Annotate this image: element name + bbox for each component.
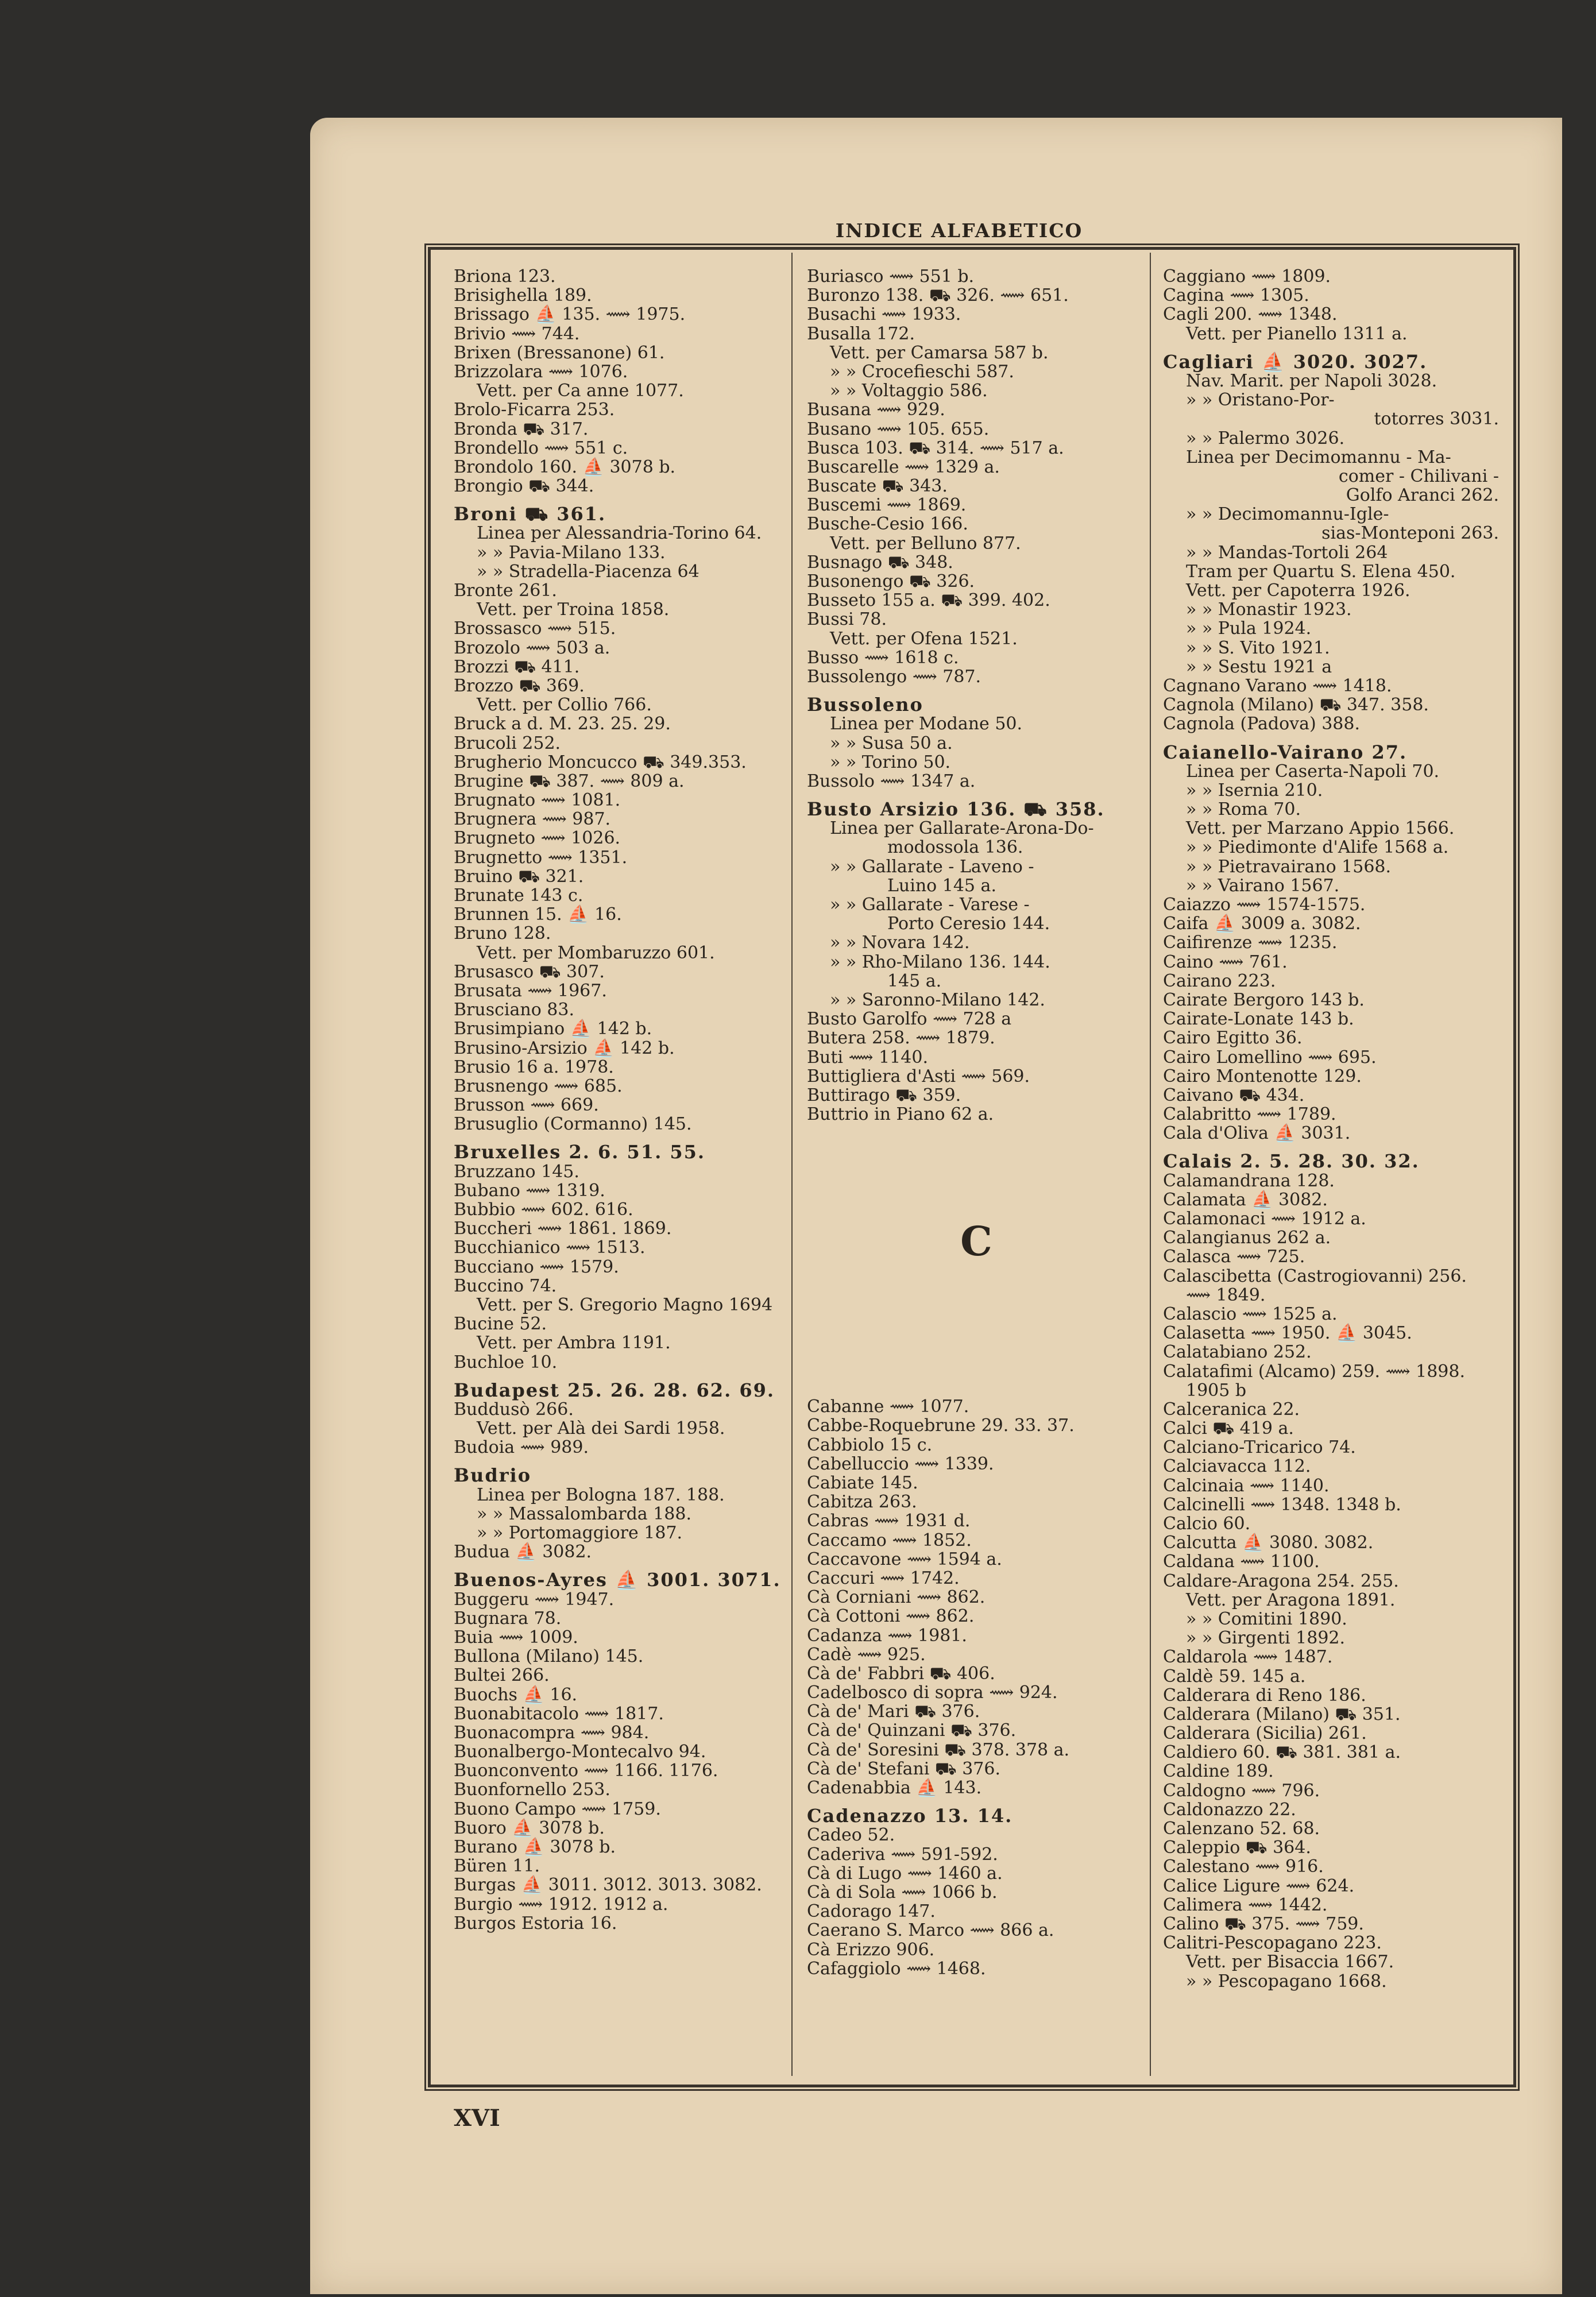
index-entry: Bucciano ⟿ 1579. (454, 1256, 619, 1277)
index-entry: Vett. per Capoterra 1926. (1186, 581, 1410, 601)
index-entry: Budua ⛵ 3082. (454, 1542, 592, 1563)
index-entry: Buronzo 138. ⛟ 326. ⟿ 651. (807, 285, 1069, 306)
index-entry: Calciavacca 112. (1163, 1456, 1311, 1477)
index-entry: Brusino-Arsizio ⛵ 142 b. (454, 1038, 675, 1058)
index-entry: Brolo-Ficarra 253. (454, 400, 615, 420)
index-entry: Calcinaia ⟿ 1140. (1163, 1475, 1330, 1496)
spacer (807, 1143, 1146, 1162)
index-entry: Burgio ⟿ 1912. 1912 a. (454, 1894, 668, 1915)
index-entry: Bussolengo ⟿ 787. (807, 666, 981, 687)
index-entry: Brugnetto ⟿ 1351. (454, 847, 628, 868)
index-entry: Buccino 74. (454, 1275, 557, 1296)
index-entry: Cairo Montenotte 129. (1163, 1066, 1362, 1086)
index-heading-entry: Broni ⛟ 361. (454, 503, 606, 525)
index-entry: Buttigliera d'Asti ⟿ 569. (807, 1066, 1030, 1086)
index-entry: Calderara (Sicilia) 261. (1163, 1723, 1367, 1744)
index-entry: Caino ⟿ 761. (1163, 952, 1288, 972)
index-entry: Luino 145 a. (887, 875, 996, 896)
index-heading-entry: Cagliari ⛵ 3020. 3027. (1163, 350, 1428, 373)
index-entry: » » Oristano-Por- (1186, 390, 1335, 411)
column-divider (791, 253, 793, 2076)
index-entry: Burgos Estoria 16. (454, 1913, 617, 1933)
index-entry: comer - Chilivani - (1338, 466, 1499, 486)
index-entry: Buttirago ⛟ 359. (807, 1085, 961, 1105)
index-entry: Cagina ⟿ 1305. (1163, 285, 1309, 306)
page-heading: INDICE ALFABETICO (835, 219, 1083, 242)
index-entry: Buscemi ⟿ 1869. (807, 495, 967, 516)
index-entry: Cabitza 263. (807, 1492, 917, 1513)
index-entry: Linea per Caserta-Napoli 70. (1186, 761, 1440, 782)
index-entry: Bronte 261. (454, 581, 557, 601)
spacer (807, 1340, 1146, 1359)
index-entry: » » Comitini 1890. (1186, 1608, 1347, 1629)
index-entry: » » Saronno-Milano 142. (830, 989, 1045, 1010)
index-entry: Büren 11. (454, 1856, 540, 1877)
index-entry: Vett. per Bisaccia 1667. (1186, 1952, 1394, 1973)
index-entry: 145 a. (887, 970, 942, 991)
index-entry: » » Vairano 1567. (1186, 875, 1340, 896)
index-entry: Buoro ⛵ 3078 b. (454, 1818, 605, 1838)
index-entry: Brusasco ⛟ 307. (454, 961, 605, 982)
index-entry: Calamonaci ⟿ 1912 a. (1163, 1209, 1366, 1229)
index-entry: Calderara (Milano) ⛟ 351. (1163, 1704, 1401, 1724)
index-entry: Cà de' Stefani ⛟ 376. (807, 1758, 1000, 1779)
index-entry: Calasetta ⟿ 1950. ⛵ 3045. (1163, 1323, 1412, 1344)
index-entry: Buchloe 10. (454, 1352, 558, 1372)
index-entry: Vett. per Ca anne 1077. (477, 381, 684, 401)
index-heading-entry: Busto Arsizio 136. ⛟ 358. (807, 798, 1105, 821)
index-heading-entry: Bruxelles 2. 6. 51. 55. (454, 1141, 706, 1163)
index-entry: Vett. per Ofena 1521. (830, 628, 1018, 649)
index-entry: Brozolo ⟿ 503 a. (454, 637, 610, 658)
index-heading-entry: Bussoleno (807, 694, 923, 716)
index-entry: Vett. per Ambra 1191. (477, 1333, 671, 1354)
index-entry: Brugnera ⟿ 987. (454, 809, 611, 830)
index-entry: Brixen (Bressanone) 61. (454, 342, 665, 363)
index-entry: Calangianus 262 a. (1163, 1228, 1331, 1248)
index-heading-entry: Budrio (454, 1464, 532, 1487)
index-entry: Brugnato ⟿ 1081. (454, 790, 621, 811)
index-entry: Cà de' Soresini ⛟ 378. 378 a. (807, 1739, 1070, 1760)
index-entry: Brusson ⟿ 669. (454, 1095, 599, 1116)
index-entry: Bubbio ⟿ 602. 616. (454, 1200, 633, 1220)
spacer (807, 1181, 1146, 1200)
index-entry: » » Pavia-Milano 133. (477, 542, 666, 563)
index-entry: » » Sestu 1921 a (1186, 656, 1332, 677)
index-entry: Vett. per Pianello 1311 a. (1186, 323, 1408, 344)
index-entry: Brizzolara ⟿ 1076. (454, 361, 628, 382)
index-entry: Cà Cottoni ⟿ 862. (807, 1606, 975, 1627)
index-entry: Caggiano ⟿ 1809. (1163, 266, 1331, 287)
index-entry: Calenzano 52. 68. (1163, 1819, 1320, 1839)
index-entry: » » Palermo 3026. (1186, 428, 1345, 448)
index-entry: Brunnen 15. ⛵ 16. (454, 904, 622, 925)
column-divider (1150, 253, 1151, 2076)
index-entry: Bruno 128. (454, 923, 551, 944)
index-entry: » » Roma 70. (1186, 799, 1301, 820)
index-entry: Vett. per Alà dei Sardi 1958. (477, 1418, 725, 1439)
index-entry: Calamata ⛵ 3082. (1163, 1189, 1328, 1210)
index-entry: Brondolo 160. ⛵ 3078 b. (454, 457, 676, 477)
index-entry: Cà di Sola ⟿ 1066 b. (807, 1882, 998, 1902)
index-column-3 (1163, 267, 1499, 1991)
index-entry: Cabanne ⟿ 1077. (807, 1397, 969, 1417)
index-entry: Cadorago 147. (807, 1901, 936, 1922)
index-entry: ⟿ 1849. (1186, 1285, 1266, 1305)
index-entry: » » Portomaggiore 187. (477, 1523, 683, 1543)
index-entry: Budoia ⟿ 989. (454, 1437, 589, 1458)
index-entry: » » Pescopagano 1668. (1186, 1971, 1387, 1991)
index-entry: Busana ⟿ 929. (807, 400, 945, 420)
index-entry: Bucchianico ⟿ 1513. (454, 1238, 646, 1258)
index-entry: Calcinelli ⟿ 1348. 1348 b. (1163, 1494, 1401, 1515)
index-entry: Nav. Marit. per Napoli 3028. (1186, 370, 1437, 391)
index-entry: Porto Ceresio 144. (887, 914, 1050, 934)
index-entry: Busalla 172. (807, 323, 915, 344)
index-entry: Buochs ⛵ 16. (454, 1684, 578, 1705)
index-entry: Bullona (Milano) 145. (454, 1646, 644, 1667)
index-entry: Busseto 155 a. ⛟ 399. 402. (807, 590, 1050, 611)
index-entry: Cabbiolo 15 c. (807, 1434, 933, 1455)
index-entry: Linea per Bologna 187. 188. (477, 1484, 725, 1505)
index-entry: Caldine 189. (1163, 1761, 1274, 1782)
index-entry: » » Novara 142. (830, 933, 970, 953)
index-entry: » » Gallarate - Varese - (830, 895, 1030, 915)
index-heading-entry: Cadenazzo 13. 14. (807, 1805, 1013, 1827)
index-entry: Brunate 143 c. (454, 885, 583, 906)
index-entry: Buonfornello 253. (454, 1780, 610, 1800)
index-entry: Calitri-Pescopagano 223. (1163, 1933, 1382, 1954)
index-entry: Buttrio in Piano 62 a. (807, 1104, 994, 1125)
index-entry: totorres 3031. (1374, 409, 1499, 430)
index-entry: Cabiate 145. (807, 1473, 918, 1493)
index-entry: » » Rho-Milano 136. 144. (830, 952, 1050, 972)
index-entry: Cabelluccio ⟿ 1339. (807, 1453, 994, 1474)
index-entry: Buggeru ⟿ 1947. (454, 1589, 615, 1610)
index-entry: » » Decimomannu-Igle- (1186, 504, 1389, 525)
spacer (807, 1283, 1146, 1302)
index-entry: Cagnola (Padova) 388. (1163, 714, 1361, 734)
spacer (807, 1378, 1146, 1397)
index-entry: » » Stradella-Piacenza 64 (477, 561, 700, 582)
index-entry: Buccheri ⟿ 1861. 1869. (454, 1219, 672, 1239)
index-entry: Bruino ⛟ 321. (454, 866, 584, 887)
index-entry: Caldana ⟿ 1100. (1163, 1552, 1320, 1572)
index-entry: Cairate Bergoro 143 b. (1163, 989, 1365, 1010)
index-entry: Vett. per Camarsa 587 b. (830, 342, 1049, 363)
index-entry: Busche-Cesio 166. (807, 514, 968, 535)
index-entry: Caifa ⛵ 3009 a. 3082. (1163, 914, 1361, 934)
index-entry: Bussi 78. (807, 609, 887, 630)
index-column-2 (807, 267, 1146, 1978)
index-entry: Calimera ⟿ 1442. (1163, 1894, 1328, 1915)
index-entry: Buriasco ⟿ 551 b. (807, 266, 975, 287)
index-entry: Caldarola ⟿ 1487. (1163, 1647, 1333, 1668)
index-heading-entry: Buenos-Ayres ⛵ 3001. 3071. (454, 1569, 781, 1591)
index-entry: Brondello ⟿ 551 c. (454, 438, 628, 458)
index-entry: Cadanza ⟿ 1981. (807, 1625, 967, 1646)
index-entry: Briona 123. (454, 266, 556, 287)
index-entry: Cala d'Oliva ⛵ 3031. (1163, 1123, 1351, 1144)
index-entry: Busachi ⟿ 1933. (807, 304, 961, 325)
index-entry: Buonacompra ⟿ 984. (454, 1722, 650, 1743)
index-entry: Brusciano 83. (454, 1000, 575, 1020)
index-entry: Burgas ⛵ 3011. 3012. 3013. 3082. (454, 1875, 762, 1896)
index-entry: sias-Monteponi 263. (1321, 523, 1499, 544)
index-entry: Burano ⛵ 3078 b. (454, 1837, 616, 1857)
index-entry: Linea per Decimomannu - Ma- (1186, 447, 1451, 467)
index-heading-entry: Caianello-Vairano 27. (1163, 741, 1408, 763)
index-entry: Busano ⟿ 105. 655. (807, 419, 990, 439)
index-entry: Cà de' Fabbri ⛟ 406. (807, 1663, 995, 1684)
index-entry: Cabbe-Roquebrune 29. 33. 37. (807, 1416, 1075, 1436)
index-entry: Calci ⛟ 419 a. (1163, 1418, 1294, 1439)
index-entry: Brugneto ⟿ 1026. (454, 828, 621, 849)
index-entry: Calamandrana 128. (1163, 1170, 1335, 1191)
index-entry: Busonengo ⛟ 326. (807, 571, 975, 591)
index-entry: Caccuri ⟿ 1742. (807, 1568, 960, 1588)
index-entry: Bruzzano 145. (454, 1161, 579, 1182)
index-entry: modossola 136. (887, 837, 1023, 858)
index-entry: » » S. Vito 1921. (1186, 637, 1330, 658)
index-entry: Vett. per Mombaruzzo 601. (477, 942, 715, 963)
section-letter: C (960, 1217, 992, 1266)
index-entry: » » Massalombarda 188. (477, 1503, 692, 1524)
index-entry: Cairo Lomellino ⟿ 695. (1163, 1047, 1377, 1068)
index-entry: Buia ⟿ 1009. (454, 1627, 578, 1648)
index-entry: » » Susa 50 a. (830, 733, 953, 753)
index-entry: Bugnara 78. (454, 1608, 562, 1629)
index-entry: Brusnengo ⟿ 685. (454, 1076, 623, 1096)
index-entry: Butera 258. ⟿ 1879. (807, 1028, 995, 1049)
index-entry: Bucine 52. (454, 1314, 547, 1335)
index-entry: » » Voltaggio 586. (830, 381, 988, 401)
index-entry: » » Monastir 1923. (1186, 600, 1352, 620)
spacer (807, 1124, 1146, 1143)
index-entry: Brissago ⛵ 135. ⟿ 1975. (454, 304, 686, 325)
index-entry: Calceranica 22. (1163, 1399, 1300, 1420)
index-entry: Cabras ⟿ 1931 d. (807, 1511, 971, 1532)
index-entry: Cà de' Quinzani ⛟ 376. (807, 1720, 1017, 1741)
index-entry: Tram per Quartu S. Elena 450. (1186, 561, 1456, 582)
index-entry: Calestano ⟿ 916. (1163, 1857, 1324, 1877)
index-entry: Cafaggiolo ⟿ 1468. (807, 1958, 986, 1979)
index-entry: Cagnano Varano ⟿ 1418. (1163, 675, 1392, 696)
index-entry: » » Isernia 210. (1186, 780, 1323, 801)
index-entry: Cagnola (Milano) ⛟ 347. 358. (1163, 695, 1429, 716)
index-entry: Brongio ⛟ 344. (454, 476, 594, 497)
index-entry: Brucoli 252. (454, 733, 561, 753)
index-entry: Calcio 60. (1163, 1514, 1251, 1534)
index-entry: Brossasco ⟿ 515. (454, 618, 616, 639)
index-entry: Brivio ⟿ 744. (454, 323, 580, 344)
index-entry: Cairate-Lonate 143 b. (1163, 1009, 1354, 1030)
index-entry: Vett. per Aragona 1891. (1186, 1590, 1396, 1610)
index-entry: Calatabiano 252. (1163, 1342, 1312, 1363)
index-entry: Caldè 59. 145 a. (1163, 1666, 1306, 1687)
index-entry: Brugine ⛟ 387. ⟿ 809 a. (454, 771, 685, 791)
spacer (807, 1302, 1146, 1321)
index-column-1 (454, 267, 781, 1933)
index-entry: Calascio ⟿ 1525 a. (1163, 1304, 1338, 1324)
index-entry: Cadè ⟿ 925. (807, 1644, 926, 1665)
index-entry: Caldogno ⟿ 796. (1163, 1780, 1320, 1801)
index-entry: Linea per Modane 50. (830, 714, 1023, 734)
index-entry: » » Piedimonte d'Alife 1568 a. (1186, 837, 1449, 858)
index-entry: Brusuglio (Cormanno) 145. (454, 1114, 692, 1135)
index-entry: Buscarelle ⟿ 1329 a. (807, 457, 1000, 477)
index-entry: Cadelbosco di sopra ⟿ 924. (807, 1683, 1058, 1703)
index-entry: Busnago ⛟ 348. (807, 552, 953, 573)
index-entry: Caerano S. Marco ⟿ 866 a. (807, 1920, 1054, 1941)
index-entry: Caldonazzo 22. (1163, 1799, 1296, 1820)
index-entry: Brisighella 189. (454, 285, 592, 306)
index-entry: Buonalbergo-Montecalvo 94. (454, 1742, 706, 1762)
index-entry: Cagli 200. ⟿ 1348. (1163, 304, 1338, 325)
index-entry: Vett. per Belluno 877. (830, 533, 1021, 554)
spacer (807, 1264, 1146, 1283)
index-entry: Cà di Lugo ⟿ 1460 a. (807, 1863, 1003, 1884)
spacer (807, 1200, 1146, 1219)
index-entry: Brusata ⟿ 1967. (454, 980, 607, 1001)
index-entry: Buti ⟿ 1140. (807, 1047, 928, 1068)
index-entry: Cadeo 52. (807, 1825, 895, 1846)
index-heading-entry: Budapest 25. 26. 28. 62. 69. (454, 1379, 775, 1401)
index-entry: Caccamo ⟿ 1852. (807, 1530, 972, 1550)
index-entry: Vett. per Collio 766. (477, 695, 652, 716)
index-entry: Calciano-Tricarico 74. (1163, 1437, 1356, 1458)
index-entry: 1905 b (1186, 1380, 1247, 1401)
index-entry: Busso ⟿ 1618 c. (807, 647, 959, 668)
index-entry: Caleppio ⛟ 364. (1163, 1838, 1311, 1858)
index-entry: Calice Ligure ⟿ 624. (1163, 1876, 1355, 1896)
index-entry: Vett. per Troina 1858. (477, 600, 670, 620)
spacer (807, 1359, 1146, 1378)
index-entry: Calderara di Reno 186. (1163, 1685, 1366, 1706)
index-entry: Brugherio Moncucco ⛟ 349.353. (454, 752, 747, 772)
index-entry: » » Pula 1924. (1186, 618, 1312, 639)
index-entry: Linea per Gallarate-Arona-Do- (830, 818, 1094, 839)
index-entry: Buonconvento ⟿ 1166. 1176. (454, 1761, 718, 1781)
index-entry: Calino ⛟ 375. ⟿ 759. (1163, 1913, 1364, 1934)
index-entry: Brozzo ⛟ 369. (454, 675, 585, 696)
spacer (807, 1321, 1146, 1340)
index-entry: Vett. per S. Gregorio Magno 1694 (477, 1294, 773, 1315)
index-entry: » » Girgenti 1892. (1186, 1628, 1346, 1649)
index-heading-entry: Calais 2. 5. 28. 30. 32. (1163, 1150, 1420, 1173)
index-entry: Vett. per Marzano Appio 1566. (1186, 818, 1455, 839)
index-entry: Bubano ⟿ 1319. (454, 1180, 605, 1201)
index-entry: Bronda ⛟ 317. (454, 419, 589, 439)
index-entry: Caiazzo ⟿ 1574-1575. (1163, 895, 1366, 915)
index-entry: Calascibetta (Castrogiovanni) 256. (1163, 1266, 1467, 1286)
index-entry: Bruck a d. M. 23. 25. 29. (454, 714, 671, 734)
index-entry: Cà Erizzo 906. (807, 1939, 935, 1960)
index-entry: » » Crocefieschi 587. (830, 361, 1014, 382)
index-entry: Buscate ⛟ 343. (807, 476, 948, 497)
index-entry: Caivano ⛟ 434. (1163, 1085, 1305, 1105)
index-entry: Buono Campo ⟿ 1759. (454, 1799, 661, 1819)
index-entry: » » Gallarate - Laveno - (830, 856, 1034, 877)
index-entry: » » Pietravairano 1568. (1186, 856, 1392, 877)
index-entry: Cà Corniani ⟿ 862. (807, 1587, 986, 1608)
index-entry: Brozzi ⛟ 411. (454, 656, 580, 677)
spacer (807, 1162, 1146, 1181)
index-entry: Caderiva ⟿ 591-592. (807, 1844, 998, 1865)
index-entry: Bussolo ⟿ 1347 a. (807, 771, 976, 791)
index-entry: Calabritto ⟿ 1789. (1163, 1104, 1336, 1125)
index-entry: Caccavone ⟿ 1594 a. (807, 1549, 1002, 1569)
index-entry: Calatafimi (Alcamo) 259. ⟿ 1898. (1163, 1361, 1466, 1382)
index-entry: Caifirenze ⟿ 1235. (1163, 933, 1338, 953)
index-entry: Buonabitacolo ⟿ 1817. (454, 1703, 664, 1724)
index-entry: » » Torino 50. (830, 752, 951, 772)
index-entry: » » Mandas-Tortoli 264 (1186, 542, 1388, 563)
index-entry: Linea per Alessandria-Torino 64. (477, 523, 762, 544)
index-entry: Calasca ⟿ 725. (1163, 1247, 1305, 1267)
index-entry: Cadenabbia ⛵ 143. (807, 1778, 982, 1798)
index-entry: Brusimpiano ⛵ 142 b. (454, 1019, 652, 1039)
index-entry: Busca 103. ⛟ 314. ⟿ 517 a. (807, 438, 1064, 458)
index-entry: Busto Garolfo ⟿ 728 a (807, 1009, 1012, 1030)
index-entry: Caldare-Aragona 254. 255. (1163, 1571, 1399, 1591)
index-entry: Golfo Aranci 262. (1346, 485, 1499, 506)
index-entry: Cairano 223. (1163, 970, 1276, 991)
index-entry: Cairo Egitto 36. (1163, 1028, 1303, 1049)
index-entry: Buddusò 266. (454, 1399, 574, 1420)
index-entry: Bultei 266. (454, 1665, 550, 1686)
index-entry: Calcutta ⛵ 3080. 3082. (1163, 1533, 1374, 1553)
index-entry: Brusio 16 a. 1978. (454, 1057, 614, 1077)
page-number: XVI (454, 2105, 500, 2132)
index-entry: Caldiero 60. ⛟ 381. 381 a. (1163, 1742, 1401, 1763)
index-entry: Cà de' Mari ⛟ 376. (807, 1702, 980, 1722)
